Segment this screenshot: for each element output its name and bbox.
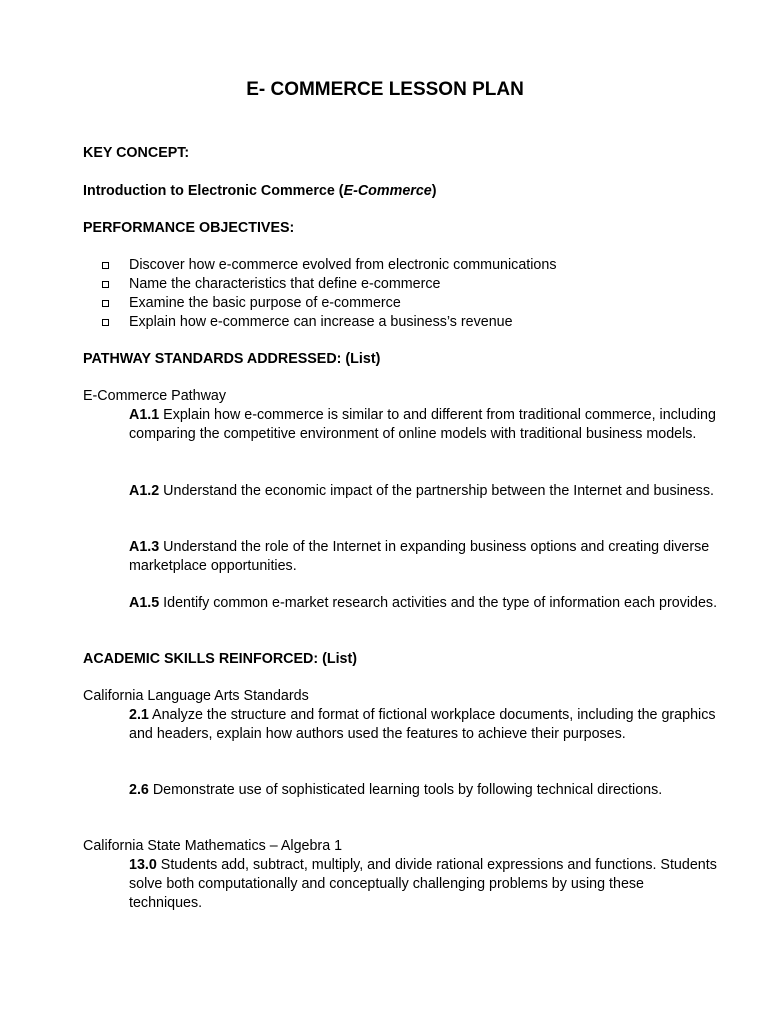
- mathematics-label: California State Mathematics – Algebra 1: [83, 838, 343, 854]
- list-item: [102, 256, 556, 275]
- academic-skills-heading: ACADEMIC SKILLS REINFORCED: (List): [83, 651, 358, 667]
- language-arts-label: California Language Arts Standards: [83, 688, 309, 704]
- standard-code: A1.3: [129, 539, 160, 555]
- standard-code: 13.0: [129, 857, 157, 873]
- standard-code: 2.6: [129, 782, 149, 798]
- standard-text: Demonstrate use of sophisticated learning tools by following technical directions.: [148, 782, 663, 798]
- list-item: [102, 313, 556, 332]
- performance-objectives-heading: PERFORMANCE OBJECTIVES:: [83, 220, 295, 236]
- standard-la-2-6: [129, 781, 719, 800]
- key-concept-intro-suffix: ): [431, 183, 437, 199]
- key-concept-intro-italic: E-Commerce: [343, 183, 432, 199]
- standard-text: Understand the role of the Internet in expanding business options and creating diverse marketplace opportunities.: [129, 539, 710, 574]
- key-concept-text: [83, 182, 437, 201]
- standard-a1-2: [129, 482, 719, 501]
- standard-code: A1.2: [129, 483, 160, 499]
- standard-code: 2.1: [129, 707, 149, 723]
- checkbox-bullet-icon: [102, 319, 109, 326]
- standard-text: Explain how e-commerce is similar to and different from traditional commerce, including comparing the competitive environment of online models with traditional business models.: [129, 407, 716, 442]
- standard-a1-5: [129, 594, 719, 613]
- checkbox-bullet-icon: [102, 281, 109, 288]
- standard-math-13-0: [129, 856, 719, 913]
- standard-code: A1.1: [129, 407, 160, 423]
- checkbox-bullet-icon: [102, 262, 109, 269]
- performance-objectives-list: [102, 256, 556, 332]
- objective-text: Examine the basic purpose of e-commerce: [129, 295, 401, 311]
- key-concept-heading: KEY CONCEPT:: [83, 145, 190, 161]
- checkbox-bullet-icon: [102, 300, 109, 307]
- standard-text: Students add, subtract, multiply, and divide rational expressions and functions. Students solve both computationally and conceptually challenging problems by using these techniques.: [129, 857, 717, 911]
- objective-text: Name the characteristics that define e-commerce: [129, 276, 441, 292]
- standard-text: Analyze the structure and format of fictional workplace documents, including the graphics and headers, explain how authors used the features to achieve their purposes.: [129, 707, 716, 742]
- standard-text: Identify common e-market research activities and the type of information each provides.: [159, 595, 718, 611]
- pathway-standards-heading: PATHWAY STANDARDS ADDRESSED: (List): [83, 351, 381, 367]
- key-concept-intro-prefix: Introduction to Electronic Commerce (: [83, 183, 344, 199]
- standard-la-2-1: [129, 706, 719, 744]
- standard-code: A1.5: [129, 595, 160, 611]
- document-title: E- COMMERCE LESSON PLAN: [246, 79, 524, 100]
- objective-text: Explain how e-commerce can increase a business’s revenue: [129, 314, 513, 330]
- standard-a1-3: [129, 538, 719, 576]
- standard-a1-1: [129, 406, 719, 444]
- list-item: [102, 294, 556, 313]
- standard-text: Understand the economic impact of the partnership between the Internet and business.: [159, 483, 714, 499]
- objective-text: Discover how e-commerce evolved from electronic communications: [129, 257, 557, 273]
- pathway-group-label: E-Commerce Pathway: [83, 388, 227, 404]
- list-item: [102, 275, 556, 294]
